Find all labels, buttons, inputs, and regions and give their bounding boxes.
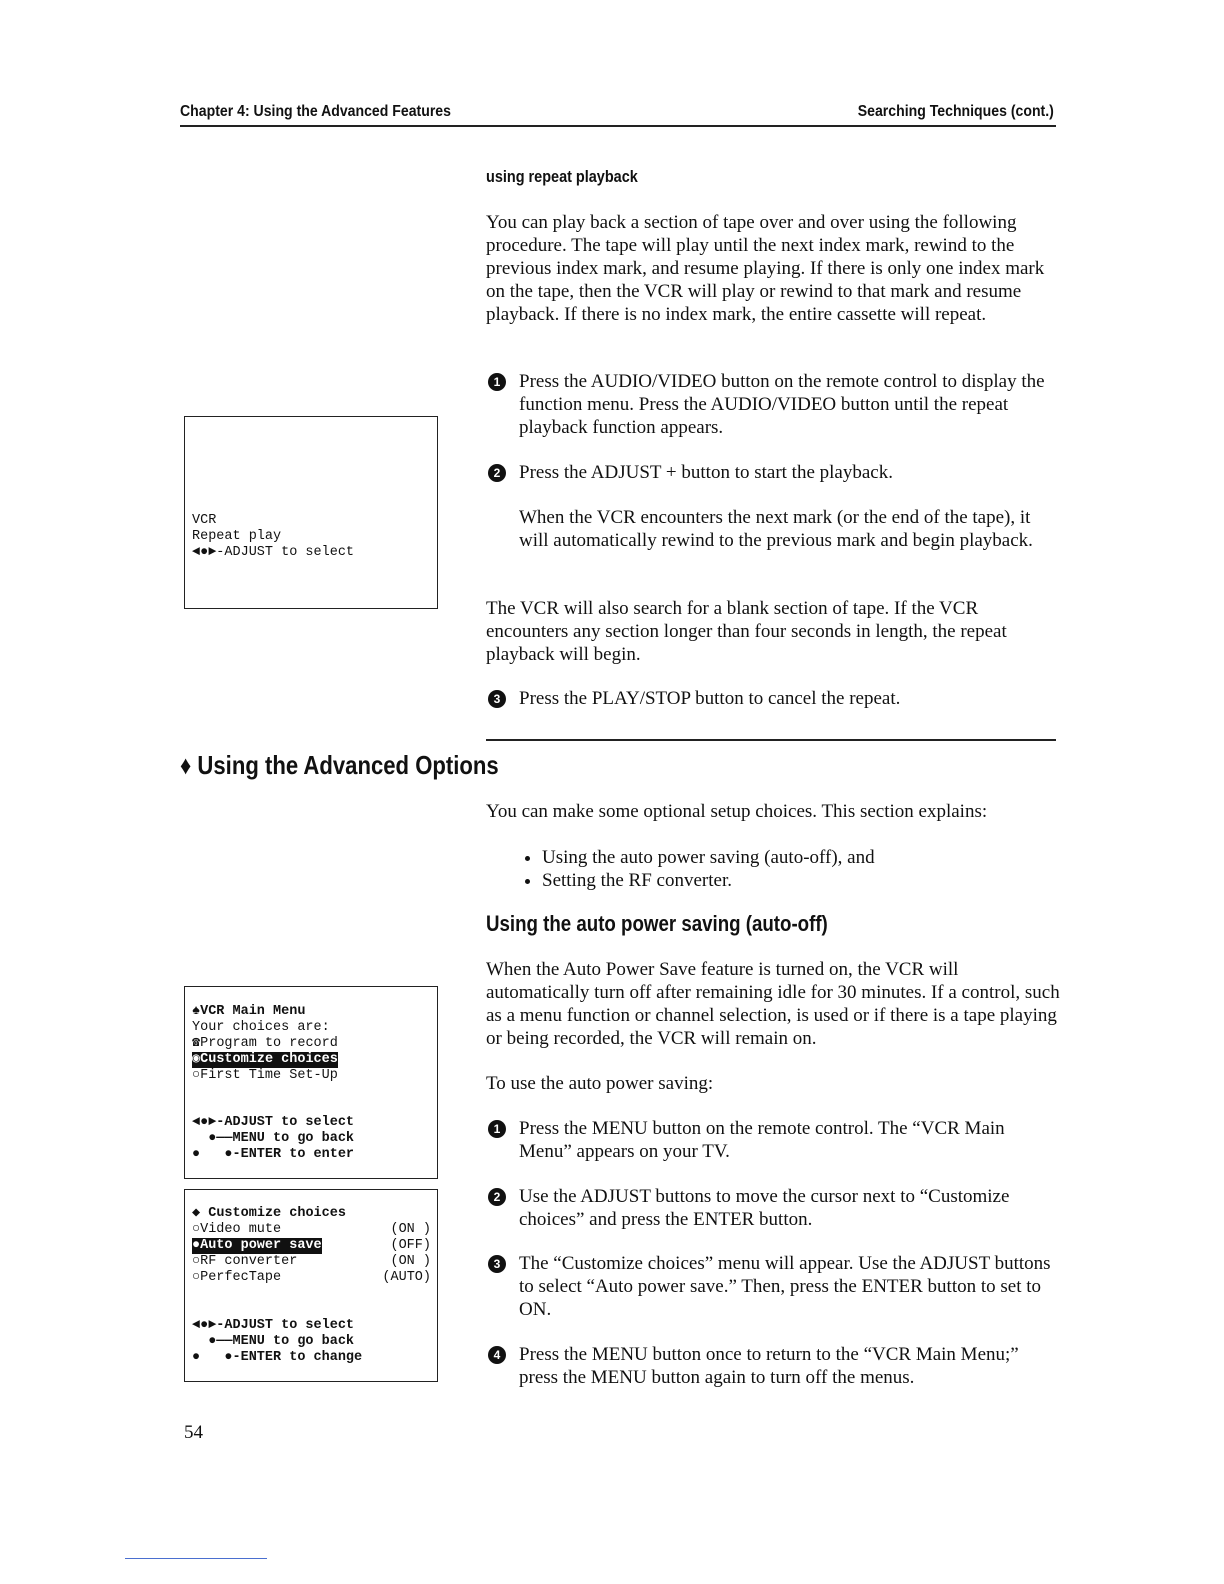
advanced-bullets: [522, 846, 1062, 892]
osd-line: ○First Time Set-Up: [192, 1068, 338, 1083]
osd-line: ◄●►-ADJUST to select: [192, 545, 355, 560]
step-number: 1: [488, 373, 506, 391]
step-text: Press the AUDIO/VIDEO button on the remote control to display the function menu. Press the AUDIO/VIDEO button until the repeat playback function appears.: [519, 371, 1045, 438]
osd-row: [192, 1222, 437, 1238]
section-title-text: Using the Advanced Options: [197, 750, 499, 780]
osd-title: ♠VCR Main Menu: [192, 1004, 306, 1019]
osd-row-label: ○RF converter: [192, 1254, 298, 1269]
osd-hint: ●——MENU to go back: [192, 1334, 355, 1349]
step-number: 3: [488, 690, 506, 708]
step-number: 1: [488, 1120, 506, 1138]
repeat-step-1: [486, 370, 1061, 439]
step-number: 2: [488, 464, 506, 482]
auto-off-step-4: [486, 1343, 1061, 1389]
repeat-heading: using repeat playback: [486, 167, 638, 186]
repeat-intro: You can play back a section of tape over and over using the following procedure. The tape will play until the next index mark, rewind to the previous index mark, and resume playing. If there is only one index mark on the tape, then the VCR will play or rewind to that mark and resume playback. If there is no index mark, the entire cassette will repeat.: [486, 212, 1045, 325]
osd-hint: ●——MENU to go back: [192, 1131, 355, 1146]
to-use-text: To use the auto power saving:: [486, 1073, 714, 1094]
repeat-step-3: [486, 687, 1061, 710]
auto-off-step-1: [486, 1117, 1061, 1163]
osd-selected-item: ●Auto power save: [192, 1238, 322, 1253]
page-number: 54: [184, 1422, 203, 1443]
osd-line: ☎Program to record: [192, 1036, 338, 1051]
section-rule: [486, 739, 1056, 741]
step-text: Press the ADJUST + button to start the playback.: [519, 462, 893, 483]
step-text: The “Customize choices” menu will appear. Use the ADJUST buttons to select “Auto power save.” Then, press the ENTER button to set to ON.: [519, 1253, 1051, 1320]
step-text: Press the MENU button once to return to the “VCR Main Menu;” press the MENU button again to turn off the menus.: [519, 1344, 1019, 1388]
osd-hint: ◄●►-ADJUST to select: [192, 1318, 355, 1333]
step-text: Press the MENU button on the remote control. The “VCR Main Menu” appears on your TV.: [519, 1118, 1005, 1162]
customize-menu-osd: [184, 1189, 438, 1382]
chapter-header: Chapter 4: Using the Advanced Features: [180, 103, 451, 120]
bullet-item: • Using the auto power saving (auto-off), and: [542, 846, 1062, 869]
osd-hint: ● ●-ENTER to enter: [192, 1147, 355, 1162]
auto-off-heading: Using the auto power saving (auto-off): [486, 911, 828, 936]
main-menu-osd: [184, 986, 438, 1179]
osd-row: [192, 1270, 437, 1286]
osd-row-label: ○Video mute: [192, 1222, 282, 1237]
osd-row-value: (ON ): [390, 1222, 431, 1237]
repeat-play-osd: [184, 416, 438, 609]
repeat-step-2-note: When the VCR encounters the next mark (or the end of the tape), it will automatically rewind to the previous mark and begin playback.: [519, 507, 1033, 551]
osd-row-value: (OFF): [390, 1238, 431, 1253]
auto-off-desc: When the Auto Power Save feature is turned on, the VCR will automatically turn off after remaining idle for 30 minutes. If a control, such as a menu function or channel selection, is used or if there is a tape playing or being recorded, the VCR will remain on.: [486, 959, 1060, 1049]
diamond-bullet-icon: ♦: [180, 750, 198, 780]
osd-row-label: ○PerfecTape: [192, 1270, 282, 1285]
osd-row-value: (AUTO): [382, 1270, 431, 1285]
osd-title: ◆ Customize choices: [192, 1206, 346, 1221]
section-title: [180, 750, 499, 781]
auto-off-step-3: [486, 1252, 1061, 1321]
section-header: Searching Techniques (cont.): [857, 103, 1054, 120]
osd-row: [192, 1254, 437, 1270]
osd-selected-item: ◉Customize choices: [192, 1052, 338, 1067]
step-text: Use the ADJUST buttons to move the cursor next to “Customize choices” and press the ENTER button.: [519, 1186, 1010, 1230]
osd-line: Repeat play: [192, 529, 282, 544]
blank-note: The VCR will also search for a blank section of tape. If the VCR encounters any section longer than four seconds in length, the repeat playback will begin.: [486, 598, 1007, 665]
auto-off-step-2: [486, 1185, 1061, 1231]
step-text: Press the PLAY/STOP button to cancel the repeat.: [519, 688, 901, 709]
footer-line: [125, 1558, 267, 1559]
osd-row-value: (ON ): [390, 1254, 431, 1269]
osd-line: VCR: [192, 513, 217, 528]
osd-row: [192, 1238, 437, 1254]
bullet-item: • Setting the RF converter.: [542, 869, 1062, 892]
step-number: 4: [488, 1346, 506, 1364]
step-number: 3: [488, 1255, 506, 1273]
osd-line: Your choices are:: [192, 1020, 330, 1035]
osd-hint: ● ●-ENTER to change: [192, 1350, 363, 1365]
osd-hint: ◄●►-ADJUST to select: [192, 1115, 355, 1130]
header-rule: [180, 125, 1056, 127]
step-number: 2: [488, 1188, 506, 1206]
repeat-step-2: [486, 461, 1061, 484]
advanced-intro: You can make some optional setup choices. This section explains:: [486, 801, 988, 822]
